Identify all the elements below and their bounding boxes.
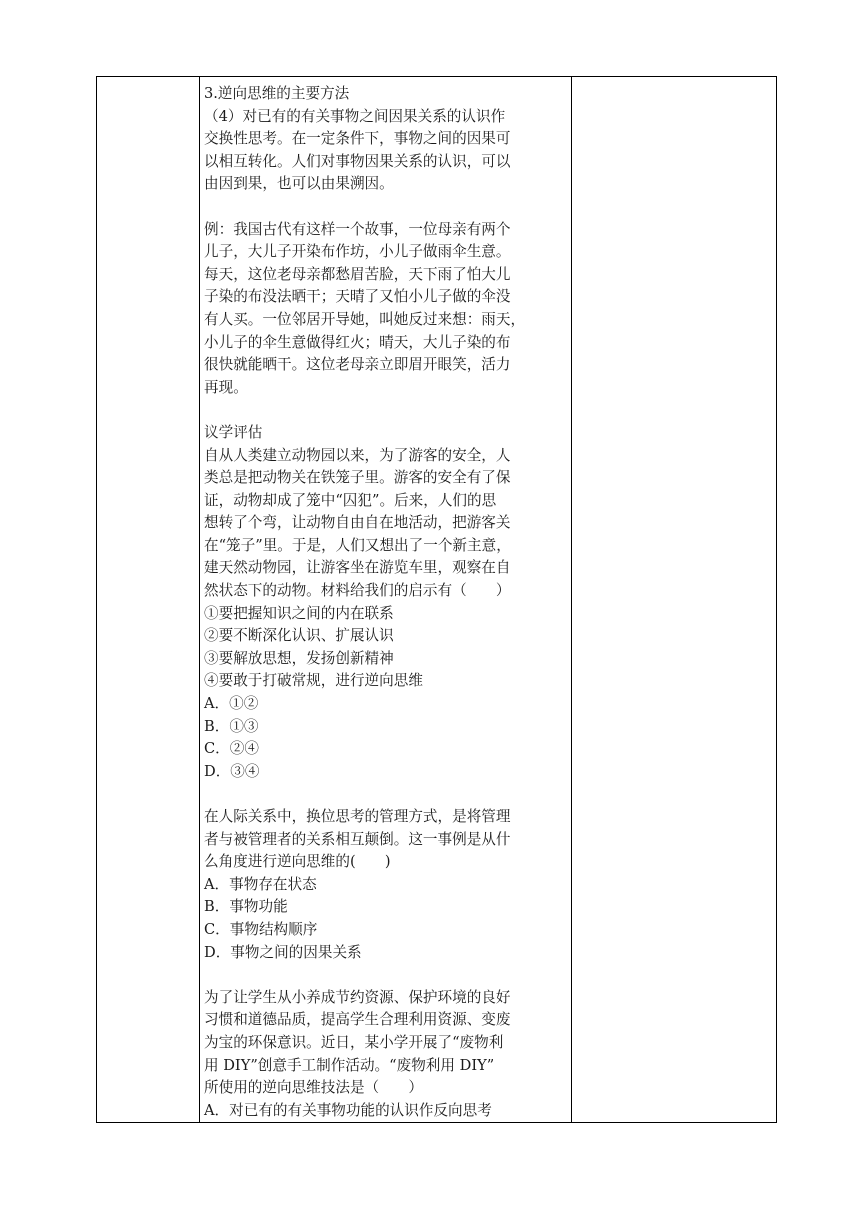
question-stem-line: 习惯和道德品质，提高学生合理利用资源、变废 [204,1011,511,1029]
spacer [204,399,568,422]
question-stem-line: 在“笼子”里。于是，人们又想出了一个新主意， [204,536,511,554]
question-stem-line: 类总是把动物关在铁笼子里。游客的安全有了保 [204,469,511,487]
text-line: 儿子，大儿子开染布作坊，小儿子做雨伞生意。 [204,243,511,261]
statement-item: ②要不断深化认识、扩展认识 [204,627,394,645]
example-paragraph [204,219,568,400]
statement-item: ④要敢于打破常规，进行逆向思维 [204,672,423,690]
question-stem-line: 想转了个弯，让动物自由自在地活动，把游客关 [204,514,511,532]
statement-item: ③要解放思想，发扬创新精神 [204,649,394,667]
answer-option: C．事物结构顺序 [204,920,318,938]
question-stem-line: 所使用的逆向思维技法是（ ） [204,1079,423,1097]
answer-option: B．①③ [204,717,259,735]
answer-option: C．②④ [204,740,259,758]
spacer [204,196,568,219]
question-stem-line: 用 DIY”创意手工制作活动。“废物利用 DIY” [204,1056,495,1074]
question-3 [204,987,568,1123]
text-line: 很快就能晒干。这位老母亲立即眉开眼笑，活力 [204,356,511,374]
document-table [96,76,777,1123]
spacer [204,783,568,806]
answer-option: D．事物之间的因果关系 [204,943,362,961]
question-stem-line: 在人际关系中，换位思考的管理方式，是将管理 [204,808,511,825]
text-line: 有人买。一位邻居开导她，叫她反过来想：雨天， [204,310,526,328]
text-line: 交换性思考。在一定条件下，事物之间的因果可 [204,130,511,148]
right-column-cell [572,77,777,1123]
question-1 [204,445,568,784]
table-row [97,77,777,1123]
question-stem-line: 然状态下的动物。材料给我们的启示有（ ） [204,582,511,600]
answer-option: B．事物功能 [204,898,288,916]
spacer [204,964,568,987]
question-stem-line: 建天然动物园，让游客坐在游览车里，观察在自 [204,559,511,577]
answer-option: D．③④ [204,762,260,780]
question-2 [204,806,568,964]
text-line: 由因到果，也可以由果溯因。 [204,175,394,193]
answer-option: A．对已有的有关事物功能的认识作反向思考 [204,1101,492,1119]
question-stem-line: 证，动物却成了笼中“囚犯”。后来，人们的思 [204,491,497,509]
text-line: 小儿子的伞生意做得红火；晴天，大儿子染的布 [204,333,511,351]
section-title: 3.逆向思维的主要方法 [204,85,350,102]
text-line: 再现。 [204,378,248,396]
evaluation-heading: 议学评估 [204,423,263,441]
content-column-cell [200,77,572,1123]
answer-option: A．①② [204,695,259,713]
question-stem-line: 者与被管理者的关系相互颠倒。这一事例是从什 [204,830,511,848]
question-stem-line: 自从人类建立动物园以来，为了游客的安全，人 [204,446,511,464]
statement-item: ①要把握知识之间的内在联系 [204,604,394,622]
text-line: 每天，这位老母亲都愁眉苦脸，天下雨了怕大儿 [204,265,511,283]
content-body [200,77,571,1122]
answer-option: A．事物存在状态 [204,875,317,893]
text-line: 以相互转化。人们对事物因果关系的认识，可以 [204,152,511,170]
method-4-paragraph [204,106,568,196]
question-stem-line: 么角度进行逆向思维的( ) [204,853,391,871]
question-stem-line: 为宝的环保意识。近日，某小学开展了“废物利 [204,1033,504,1051]
question-stem-line: 为了让学生从小养成节约资源、保护环境的良好 [204,988,511,1006]
text-line: （4）对已有的有关事物之间因果关系的认识作 [204,107,506,125]
text-line: 例：我国古代有这样一个故事，一位母亲有两个 [204,220,511,238]
left-column-cell [97,77,200,1123]
text-line: 子染的布没法晒干；天晴了又怕小儿子做的伞没 [204,288,511,306]
